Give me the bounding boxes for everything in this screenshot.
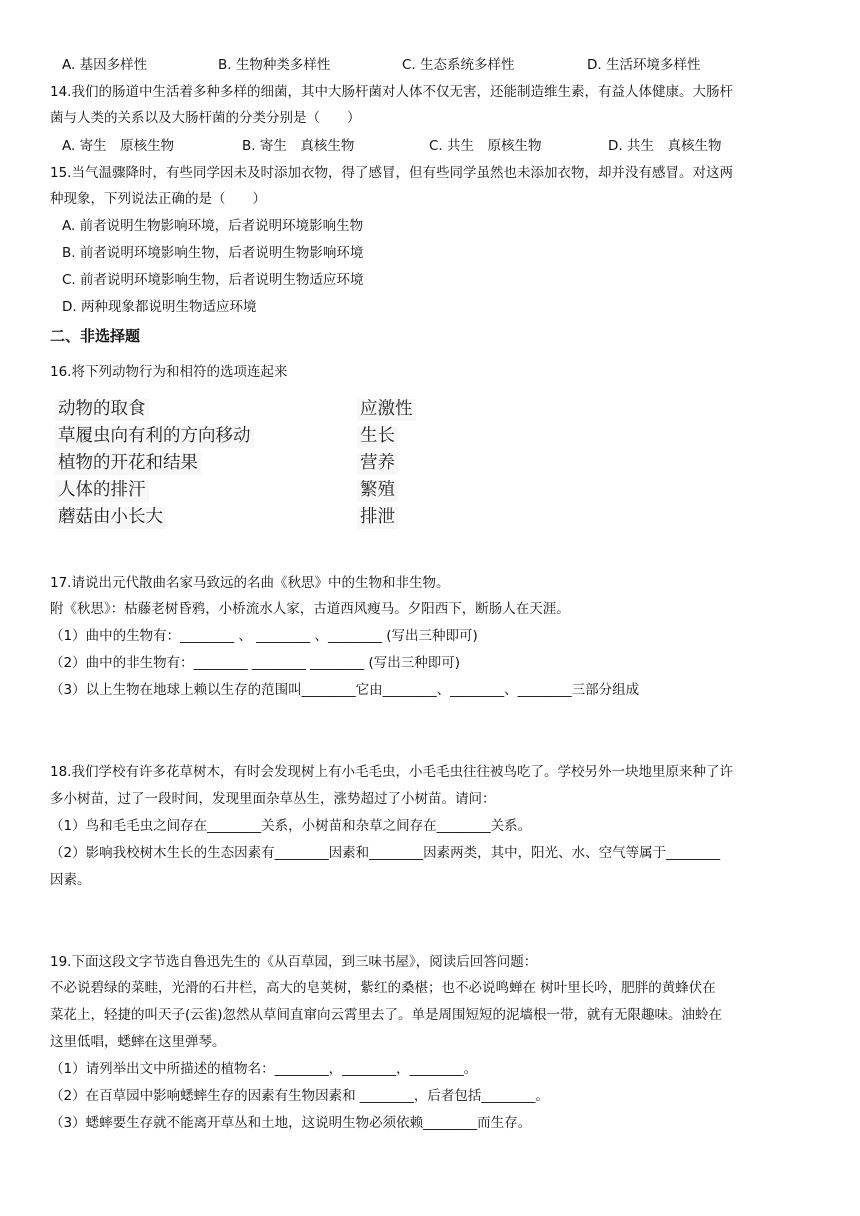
q17-subquestion-2: （2）曲中的非生物有：________ ________ ________ (写出三种即可) <box>50 655 460 671</box>
q16-right-item: 生长 <box>357 426 398 448</box>
q13-option-d: D. 生活环境多样性 <box>587 57 701 73</box>
q16-left-item: 动物的取食 <box>55 399 149 421</box>
q15-stem-line2: 种现象，下列说法正确的是（ ） <box>50 191 266 207</box>
q18-subquestion-2-cont: 因素。 <box>50 872 91 888</box>
q15-stem-line1: 15.当气温骤降时，有些同学因未及时添加衣物，得了感冒，但有些同学虽然也未添加衣物，却并没有感冒。对这两 <box>50 165 733 181</box>
q18-subquestion-2: （2）影响我校树木生长的生态因素有________因素和________因素两类，其中，阳光、水、空气等属于________ <box>50 845 721 861</box>
q16-right-item: 营养 <box>357 453 398 475</box>
q14-option-c: C. 共生 原核生物 <box>429 138 542 154</box>
q13-option-b: B. 生物种类多样性 <box>218 57 331 73</box>
q16-right-item: 应激性 <box>357 399 416 421</box>
q16-matching-image <box>55 397 415 529</box>
q13-option-c: C. 生态系统多样性 <box>402 57 515 73</box>
q19-stem: 19.下面这段文字节选自鲁迅先生的《从百草园，到三味书屋》，阅读后回答问题： <box>50 954 538 970</box>
q18-stem-line1: 18.我们学校有许多花草树木，有时会发现树上有小毛毛虫，小毛毛虫往往被鸟吃了。学校另外一块地里原来种了许 <box>50 764 733 780</box>
q19-subquestion-3: （3）蟋蟀要生存就不能离开草丛和土地，这说明生物必须依赖________而生存。 <box>50 1115 532 1131</box>
q16-left-item: 蘑菇由小长大 <box>55 507 166 529</box>
q14-stem-line2: 菌与人类的关系以及大肠杆菌的分类分别是（ ） <box>50 110 361 126</box>
q18-subquestion-1: （1）鸟和毛毛虫之间存在________关系，小树苗和杂草之间存在________关系。 <box>50 818 532 834</box>
q15-option-a: A. 前者说明生物影响环境，后者说明环境影响生物 <box>62 218 364 234</box>
q15-option-d: D. 两种现象都说明生物适应环境 <box>62 299 257 315</box>
q17-poem: 附《秋思》：枯藤老树昏鸦，小桥流水人家，古道西风瘦马。夕阳西下，断肠人在天涯。 <box>50 601 570 617</box>
q16-left-item: 草履虫向有利的方向移动 <box>55 426 254 448</box>
q14-option-a: A. 寄生 原核生物 <box>62 138 175 154</box>
section-heading: 二、非选择题 <box>50 327 141 345</box>
q19-passage-line2: 菜花上，轻捷的叫天子(云雀)忽然从草间直窜向云霄里去了。单是周围短短的泥墙根一带，就有无限趣味。油蛉在 <box>50 1007 723 1023</box>
q13-option-a: A. 基因多样性 <box>62 57 148 73</box>
q14-option-d: D. 共生 真核生物 <box>608 138 722 154</box>
q17-stem: 17.请说出元代散曲名家马致远的名曲《秋思》中的生物和非生物。 <box>50 575 450 591</box>
q17-subquestion-1: （1）曲中的生物有：________ 、 ________ 、________ (写出三种即可) <box>50 628 478 644</box>
q18-stem-line2: 多小树苗，过了一段时间，发现里面杂草丛生，涨势超过了小树苗。请问： <box>50 791 496 807</box>
q15-option-c: C. 前者说明环境影响生物，后者说明生物适应环境 <box>62 272 364 288</box>
q16-left-item: 植物的开花和结果 <box>55 453 201 475</box>
q14-stem-line1: 14.我们的肠道中生活着多种多样的细菌，其中大肠杆菌对人体不仅无害，还能制造维生素，有益人体健康。大肠杆 <box>50 84 733 100</box>
q19-subquestion-1: （1）请列举出文中所描述的植物名：________，________，________。 <box>50 1061 478 1077</box>
q19-passage-line3: 这里低唱，蟋蟀在这里弹琴。 <box>50 1034 226 1050</box>
q16-right-item: 繁殖 <box>357 480 398 502</box>
q16-stem: 16.将下列动物行为和相符的选项连起来 <box>50 364 288 380</box>
q15-option-b: B. 前者说明环境影响生物，后者说明生物影响环境 <box>62 245 364 261</box>
q19-passage-line1: 不必说碧绿的菜畦，光滑的石井栏，高大的皂荚树，紫红的桑椹；也不必说鸣蝉在 树叶里长吟，肥胖的黄蜂伏在 <box>50 980 716 996</box>
q19-subquestion-2: （2）在百草园中影响蟋蟀生存的因素有生物因素和 ________，后者包括________。 <box>50 1088 549 1104</box>
q17-subquestion-3: （3）以上生物在地球上赖以生存的范围叫________它由________、________、________三部分组成 <box>50 682 640 698</box>
q16-left-item: 人体的排汗 <box>55 480 149 502</box>
q14-option-b: B. 寄生 真核生物 <box>242 138 355 154</box>
q16-right-item: 排泄 <box>357 507 398 529</box>
